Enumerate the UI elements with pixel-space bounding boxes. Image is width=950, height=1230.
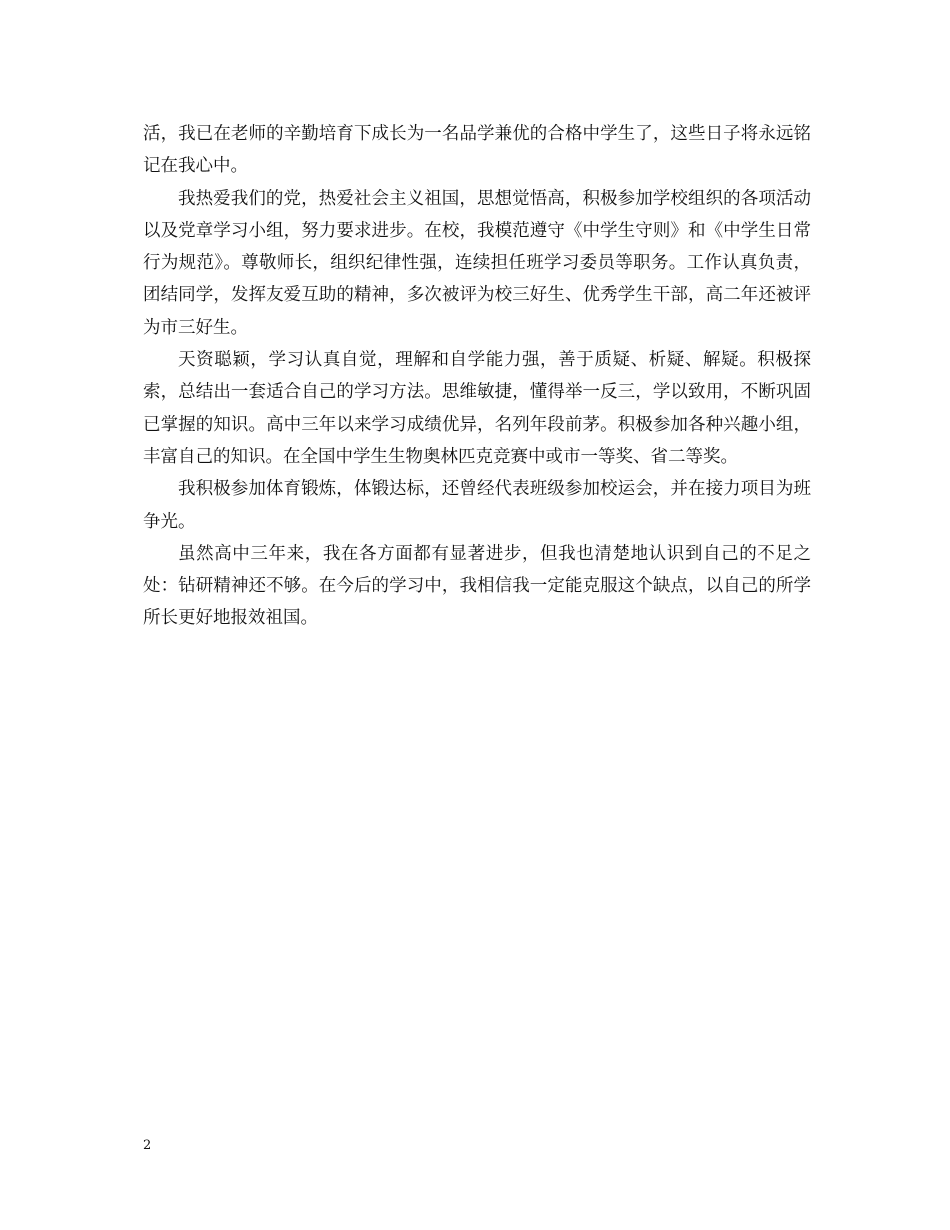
- document-body: [143, 118, 811, 635]
- paragraph-political: 我热爱我们的党，热爱社会主义祖国，思想觉悟高，积极参加学校组织的各项活动以及党章学习小组，努力要求进步。在校，我模范遵守《中学生守则》和《中学生日常行为规范》。尊敬师长，组织纪律性强，连续担任班学习委员等职务。工作认真负责，团结同学，发挥友爱互助的精神，多次被评为校三好生、优秀学生干部，高二年还被评为市三好生。: [143, 188, 811, 338]
- paragraph-sports: 我积极参加体育锻炼，体锻达标，还曾经代表班级参加校运会，并在接力项目为班争光。: [143, 479, 811, 532]
- paragraph-study: 天资聪颖，学习认真自觉，理解和自学能力强，善于质疑、析疑、解疑。积极探索，总结出一套适合自己的学习方法。思维敏捷，懂得举一反三，学以致用，不断巩固已掌握的知识。高中三年以来学习成绩优异，名列年段前茅。积极参加各种兴趣小组，丰富自己的知识。在全国中学生生物奥林匹克竞赛中或市一等奖、省二等奖。: [143, 350, 811, 467]
- paragraph-continuation: 活，我已在老师的辛勤培育下成长为一名品学兼优的合格中学生了，这些日子将永远铭记在我心中。: [143, 124, 811, 177]
- paragraph-conclusion: 虽然高中三年来，我在各方面都有显著进步，但我也清楚地认识到自己的不足之处：钻研精神还不够。在今后的学习中，我相信我一定能克服这个缺点，以自己的所学所长更好地报效祖国。: [143, 543, 811, 629]
- page-number: 2: [143, 1138, 152, 1153]
